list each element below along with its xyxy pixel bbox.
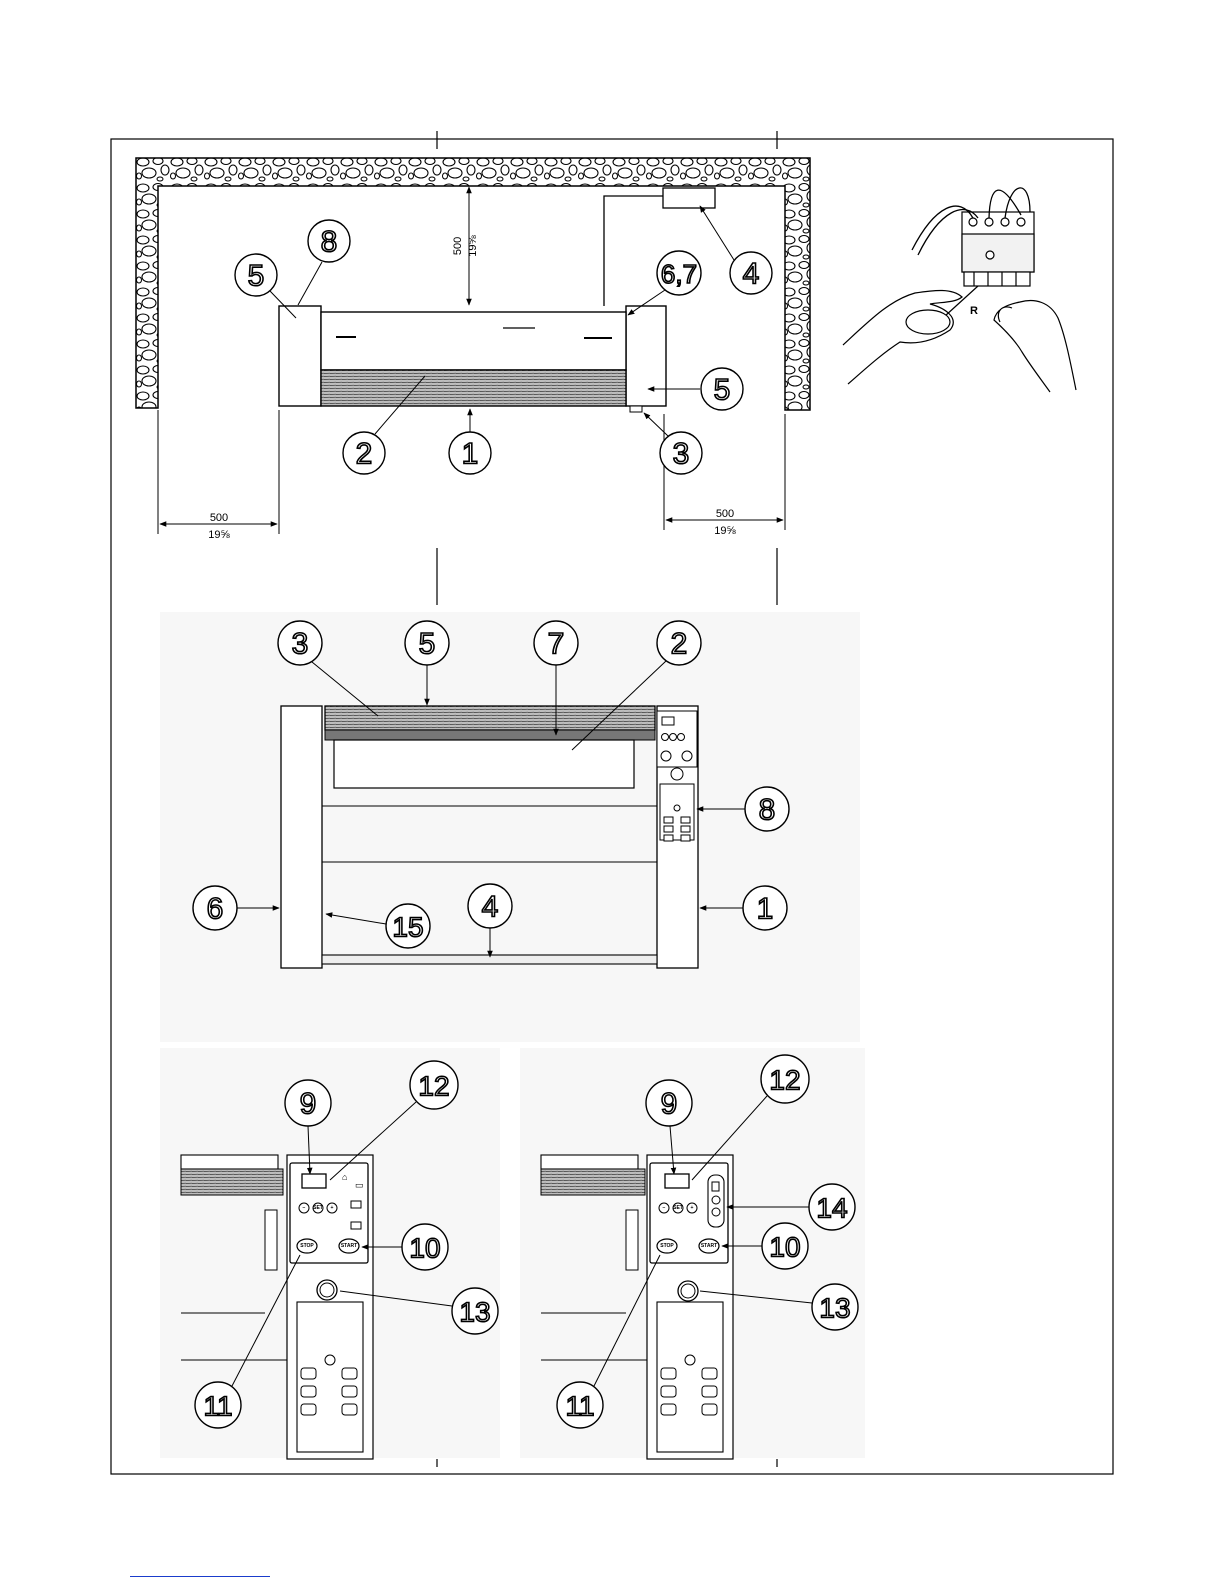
program-icon: ▭ xyxy=(355,1180,364,1190)
svg-text:5: 5 xyxy=(418,627,436,661)
electrical-box xyxy=(663,188,715,208)
dim-right-inch: 19⅝ xyxy=(714,525,736,537)
svg-text:9: 9 xyxy=(660,1087,678,1121)
ironing-roller xyxy=(334,740,634,788)
svg-text:8: 8 xyxy=(758,793,776,827)
machine-roller xyxy=(321,370,626,406)
svg-text:12: 12 xyxy=(769,1064,801,1096)
machine-right-frame xyxy=(626,306,666,406)
power-cable xyxy=(604,196,663,306)
svg-text:5: 5 xyxy=(713,373,731,407)
machine-left-frame xyxy=(279,306,321,406)
callout-8 xyxy=(298,220,350,305)
svg-text:14: 14 xyxy=(816,1192,848,1224)
terminal-label-r: R xyxy=(970,305,978,317)
svg-text:12: 12 xyxy=(418,1070,450,1102)
dim-left-mm: 500 xyxy=(209,512,229,524)
figure-3-front-view xyxy=(160,612,860,1042)
svg-text:2: 2 xyxy=(355,437,373,471)
svg-text:13: 13 xyxy=(819,1292,851,1324)
dim-top-mm: 500 xyxy=(452,236,464,256)
svg-text:2: 2 xyxy=(670,627,688,661)
svg-text:10: 10 xyxy=(409,1232,441,1264)
svg-text:15: 15 xyxy=(392,911,424,943)
svg-text:−: − xyxy=(302,1205,306,1211)
figure-4-control-panel-detail xyxy=(160,1048,500,1459)
figure-1-installation-plan xyxy=(136,158,810,541)
svg-text:4: 4 xyxy=(742,257,760,291)
svg-text:10: 10 xyxy=(769,1231,801,1263)
figure-2-terminal-connection xyxy=(826,158,1088,403)
callout-4 xyxy=(700,206,772,294)
left-side-frame xyxy=(281,706,322,968)
temperature-display xyxy=(665,1174,689,1188)
callout-5-left xyxy=(235,254,296,318)
svg-text:6,7: 6,7 xyxy=(660,259,698,289)
svg-text:SET: SET xyxy=(313,1205,323,1211)
callout-1 xyxy=(449,409,491,474)
svg-text:7: 7 xyxy=(547,627,565,661)
svg-text:4: 4 xyxy=(481,890,499,924)
temperature-display xyxy=(302,1174,326,1188)
svg-text:9: 9 xyxy=(299,1087,317,1121)
dim-top-inch: 19⅝ xyxy=(467,235,479,257)
footer-link-underline xyxy=(130,1576,270,1577)
svg-text:5: 5 xyxy=(247,259,265,293)
svg-text:+: + xyxy=(690,1205,694,1211)
svg-text:1: 1 xyxy=(461,437,479,471)
callout-3 xyxy=(644,413,702,474)
svg-text:3: 3 xyxy=(291,627,309,661)
svg-text:SET: SET xyxy=(673,1205,683,1211)
svg-text:STOP: STOP xyxy=(660,1243,674,1249)
svg-text:1: 1 xyxy=(756,892,774,926)
machine-feed-table xyxy=(321,312,626,370)
svg-text:+: + xyxy=(330,1205,334,1211)
svg-text:8: 8 xyxy=(320,225,338,259)
figure-5-control-panel-detail xyxy=(520,1048,865,1459)
svg-text:−: − xyxy=(662,1205,666,1211)
svg-text:6: 6 xyxy=(206,892,224,926)
svg-text:STOP: STOP xyxy=(300,1243,314,1249)
svg-text:11: 11 xyxy=(203,1390,233,1422)
terminal-block xyxy=(962,212,1034,286)
dim-right-mm: 500 xyxy=(715,508,735,520)
svg-text:START: START xyxy=(340,1243,358,1249)
svg-text:3: 3 xyxy=(672,437,690,471)
dim-left-inch: 19⅝ xyxy=(208,529,230,541)
thermometer-icon: ⌂ xyxy=(342,1172,348,1182)
svg-text:11: 11 xyxy=(565,1390,595,1422)
svg-text:13: 13 xyxy=(459,1296,491,1328)
svg-text:START: START xyxy=(700,1243,718,1249)
